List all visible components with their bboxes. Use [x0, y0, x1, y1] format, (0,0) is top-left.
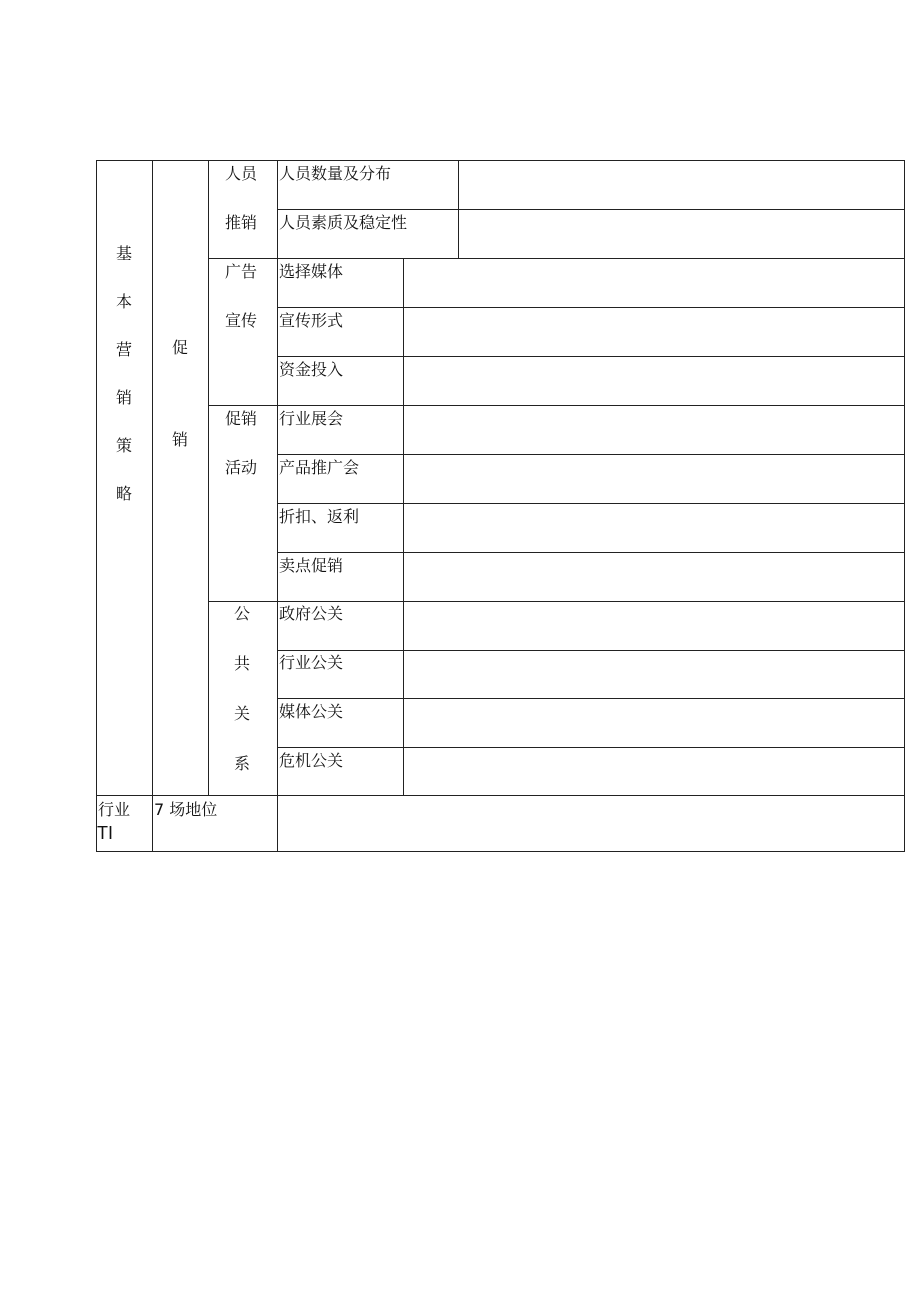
value-cell[interactable] [404, 504, 904, 552]
item-label: 人员素质及稳定性 [279, 213, 408, 232]
section-label-char: 略 [115, 484, 132, 503]
col-divider [208, 160, 209, 796]
group-label-public-relations-char: 共 [233, 654, 250, 673]
group-label-public-relations-char: 公 [233, 604, 250, 623]
item-label: 危机公关 [279, 751, 344, 770]
group-label-public-relations-char: 关 [233, 704, 250, 723]
item-label: 资金投入 [279, 360, 344, 379]
col-divider [152, 160, 153, 852]
section-label-char: 策 [115, 436, 132, 455]
group-label-personal-selling: 人员 [225, 164, 258, 183]
col-divider [277, 160, 278, 852]
group-label-personal-selling: 推销 [225, 213, 258, 232]
value-cell[interactable] [459, 161, 904, 209]
value-cell[interactable] [404, 259, 904, 307]
category-label-char: 促 [171, 338, 188, 357]
group-label-advertising: 广告 [225, 262, 258, 281]
table-border-right [904, 160, 905, 852]
value-cell[interactable] [404, 699, 904, 747]
footer-row-item: 7 场地位 [154, 800, 218, 819]
value-cell[interactable] [404, 748, 904, 795]
group-label-promotion: 活动 [225, 458, 258, 477]
item-label: 卖点促销 [279, 556, 344, 575]
section-label-char: 营 [115, 340, 132, 359]
footer-row-label: TI [97, 823, 113, 843]
value-cell[interactable] [404, 308, 904, 356]
item-label: 政府公关 [279, 604, 344, 623]
item-label: 人员数量及分布 [279, 164, 392, 183]
item-label: 宣传形式 [279, 311, 344, 330]
value-cell[interactable] [404, 455, 904, 503]
value-cell[interactable] [459, 210, 904, 258]
item-label: 行业展会 [279, 409, 344, 428]
table-border-bottom [96, 851, 905, 852]
table-border-left [96, 160, 97, 852]
value-cell[interactable] [404, 406, 904, 454]
group-label-advertising: 宣传 [225, 311, 258, 330]
item-label: 选择媒体 [279, 262, 344, 281]
value-cell[interactable] [404, 553, 904, 601]
value-cell[interactable] [404, 602, 904, 650]
footer-row-label: 行业 [98, 800, 131, 819]
group-label-promotion: 促销 [225, 409, 258, 428]
section-label-char: 基 [115, 244, 132, 263]
group-label-public-relations-char: 系 [233, 754, 250, 773]
section-label-char: 销 [115, 388, 132, 407]
section-label-char: 本 [115, 292, 132, 311]
value-cell[interactable] [404, 357, 904, 405]
value-cell[interactable] [278, 796, 904, 851]
item-label: 行业公关 [279, 653, 344, 672]
item-label: 媒体公关 [279, 702, 344, 721]
value-cell[interactable] [404, 651, 904, 698]
category-label-char: 销 [171, 430, 188, 449]
item-label: 产品推广会 [279, 458, 360, 477]
item-label: 折扣、返利 [279, 507, 360, 526]
